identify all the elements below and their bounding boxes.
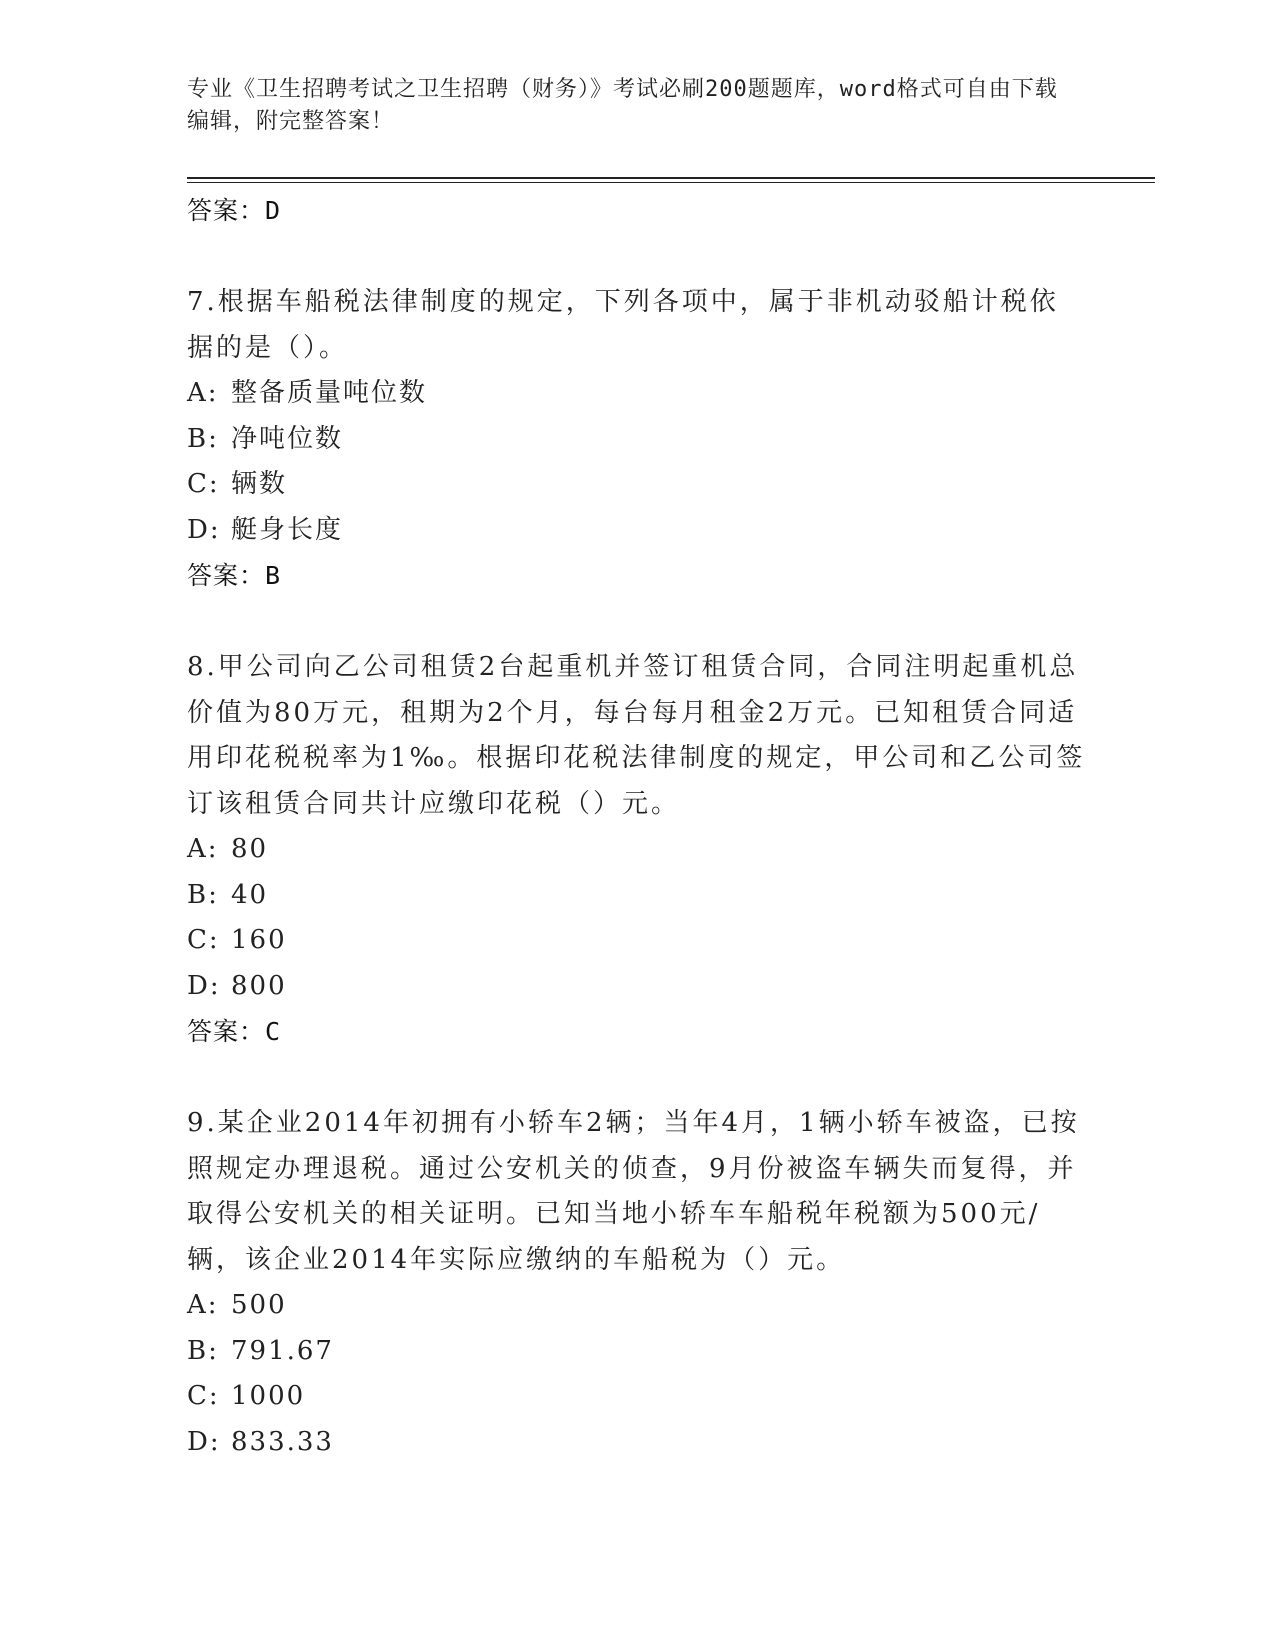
option-c: [187, 1374, 1087, 1420]
answer-line: 答案：C: [187, 1017, 282, 1046]
option-text: 80: [231, 834, 269, 864]
option-b: [187, 873, 1087, 919]
option-c: [187, 918, 1087, 964]
option-b: [187, 1329, 1087, 1375]
option-a: [187, 1283, 1087, 1329]
question-list: [187, 188, 1087, 1465]
option-text: 833.33: [231, 1426, 334, 1457]
option-letter: C:: [187, 469, 220, 499]
option-letter: A:: [187, 1290, 219, 1320]
option-letter: C:: [187, 925, 220, 955]
question-stem: 9.某企业2014年初拥有小轿车2辆；当年4月，1辆小轿车被盗，已按照规定办理退税。通过公安机关的侦查，9月份被盗车辆失而复得，并取得公安机关的相关证明。已知当地小轿车车船税年税额为500元/辆，该企业2014年实际应缴纳的车船税为（）元。: [187, 1108, 1080, 1275]
question-block: [187, 280, 1087, 599]
header-divider-thick: [187, 177, 1155, 179]
option-text: 40: [231, 879, 269, 910]
option-text: 500: [231, 1290, 287, 1320]
option-letter: D:: [187, 514, 221, 545]
option-letter: A:: [187, 834, 219, 864]
option-letter: B:: [187, 1335, 219, 1366]
option-text: 800: [231, 970, 287, 1001]
option-d: [187, 508, 1087, 554]
option-c: [187, 462, 1087, 508]
option-letter: D:: [187, 970, 221, 1001]
answer-line: 答案：B: [187, 561, 282, 590]
header-divider-thin: [187, 182, 1155, 183]
option-letter: B:: [187, 879, 219, 910]
answer-line: 答案：D: [187, 196, 282, 225]
question-block: [187, 645, 1087, 1055]
option-text: 1000: [231, 1381, 306, 1411]
option-letter: D:: [187, 1426, 221, 1457]
option-letter: C:: [187, 1381, 220, 1411]
option-d: [187, 1420, 1087, 1466]
question-stem: 7.根据车船税法律制度的规定，下列各项中，属于非机动驳船计税依据的是（）。: [187, 287, 1059, 363]
option-letter: A:: [187, 378, 219, 408]
option-text: 辆数: [231, 469, 288, 499]
question-stem: 8.甲公司向乙公司租赁2台起重机并签订租赁合同，合同注明起重机总价值为80万元，租期为2个月，每台每月租金2万元。已知租赁合同适用印花税税率为1‰。根据印花税法律制度的规定，甲公司和乙公司签订该租赁合同共计应缴印花税（）元。: [187, 652, 1086, 819]
option-text: 791.67: [231, 1335, 334, 1366]
option-text: 艇身长度: [231, 514, 344, 545]
option-text: 160: [231, 925, 287, 955]
option-text: 整备质量吨位数: [231, 378, 428, 408]
question-block: [187, 1101, 1087, 1465]
option-a: [187, 827, 1087, 873]
option-b: [187, 417, 1087, 463]
option-letter: B:: [187, 423, 219, 454]
page-header: 专业《卫生招聘考试之卫生招聘（财务）》考试必刷200题题库，word格式可自由下载编辑，附完整答案！: [187, 77, 1058, 134]
option-text: 净吨位数: [231, 423, 344, 454]
option-d: [187, 964, 1087, 1010]
option-a: [187, 371, 1087, 417]
